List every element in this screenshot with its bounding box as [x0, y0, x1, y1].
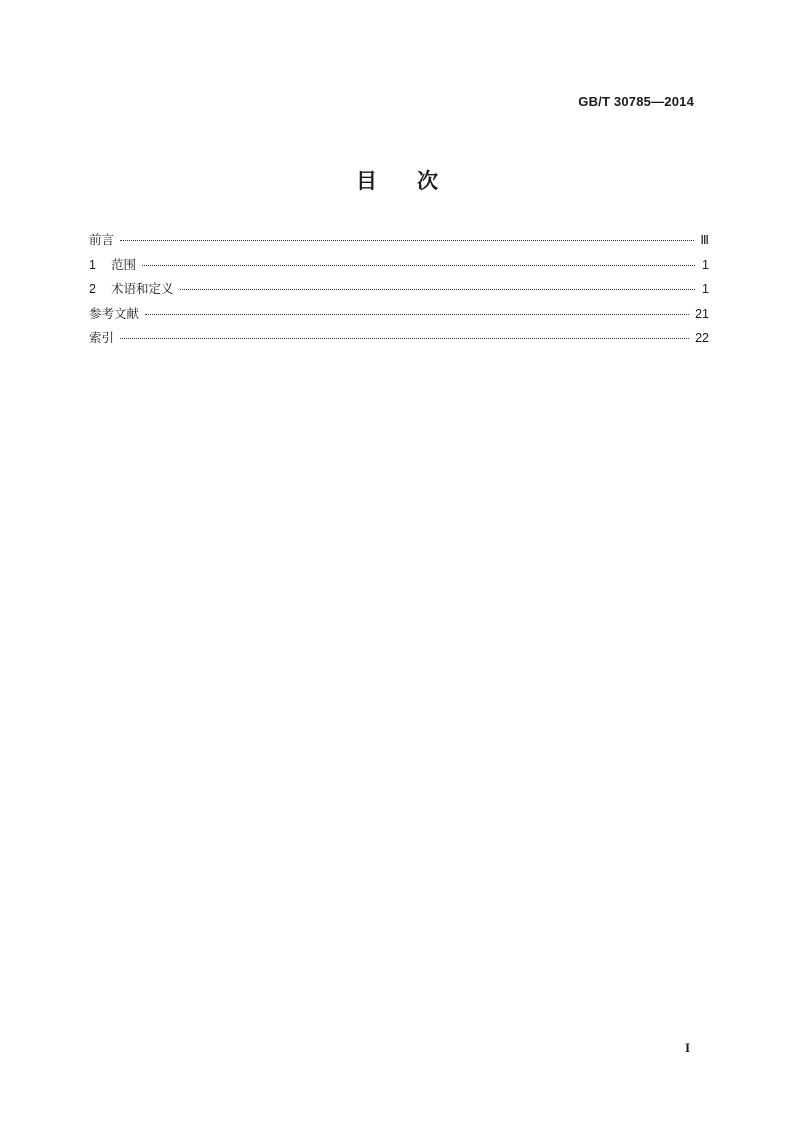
toc-entry-page: 1 — [702, 282, 709, 296]
toc-entry-index[interactable] — [89, 328, 709, 353]
toc-entry-label: 索引 — [89, 330, 115, 345]
toc-leader-dots — [142, 265, 695, 266]
toc-entry-number: 1 — [89, 257, 96, 272]
toc-entry-page: Ⅲ — [700, 233, 709, 247]
toc-leader-dots — [120, 240, 694, 241]
toc-entry-foreword[interactable] — [89, 230, 709, 255]
toc-entry-scope[interactable] — [89, 255, 709, 280]
page-title-char-1: 目 — [356, 169, 377, 193]
page-number: I — [684, 1040, 690, 1055]
toc-entry-bibliography[interactable] — [89, 304, 709, 329]
toc-entry-label: 术语和定义 — [111, 281, 174, 296]
toc-entry-label: 参考文献 — [89, 305, 140, 321]
toc-entry-number: 2 — [89, 282, 96, 296]
toc-leader-dots — [180, 289, 695, 290]
standard-code: GB/T 30785—2014 — [578, 94, 694, 109]
toc-entry-page: 1 — [702, 257, 709, 272]
page-title-char-2: 次 — [417, 169, 438, 193]
toc-entry-page: 21 — [695, 306, 709, 321]
toc-entry-page: 22 — [695, 331, 709, 345]
toc-entry-label: 范围 — [111, 256, 137, 272]
toc-entry-label: 前言 — [89, 232, 115, 247]
toc-leader-dots — [120, 338, 689, 339]
toc-leader-dots — [145, 314, 689, 315]
table-of-contents — [89, 230, 709, 353]
toc-entry-terms-definitions[interactable] — [89, 279, 709, 304]
page-title — [0, 165, 794, 195]
